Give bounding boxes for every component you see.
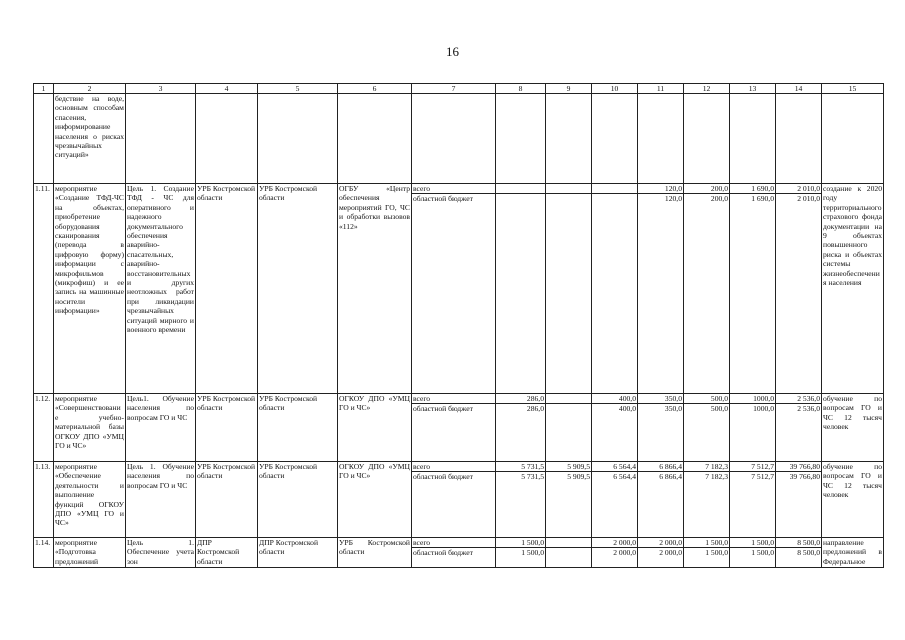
row-number: 1.12. (34, 394, 54, 462)
col-header: 10 (592, 84, 638, 94)
amount-cell: 6 564,4 6 564,4 (592, 462, 638, 538)
col-header: 9 (546, 84, 592, 94)
col-header: 14 (776, 84, 822, 94)
participant: ОГБУ «Центр обеспечения мероприятий ГО, ЧС и обработки вызовов «112» (338, 184, 412, 394)
funding-source (412, 184, 496, 394)
activity-name: мероприятие «Подготовка предложений (54, 538, 126, 568)
activity-name: мероприятие «Создание ТФД-ЧС на объектах, приобретение оборудования сканирования (перевода в цифровую форму) информации с микрофильмов (микрофиш) и ее запись на машинные носители информации» (54, 184, 126, 394)
expected-result: создание к 2020 году территориального страхового фонда документации на 9 объектах повышенного риска и объектах системы жизнеобеспечения населения (822, 184, 884, 394)
col-header: 13 (730, 84, 776, 94)
expected-result: обучение по вопросам ГО и ЧС 12 тысяч человек (822, 394, 884, 462)
co-executor: УРБ Костромской области (258, 394, 338, 462)
amount-cell: 2 000,0 2 000,0 (592, 538, 638, 568)
amount-cell: 1 690,0 1 690,0 (730, 184, 776, 394)
amount-cell: 2 000,0 2 000,0 (638, 538, 684, 568)
funding-source (412, 462, 496, 538)
amount-cell: 1 500,0 1 500,0 (496, 538, 546, 568)
col-header: 11 (638, 84, 684, 94)
amount-cell: 120,0 120,0 (638, 184, 684, 394)
col-header: 15 (822, 84, 884, 94)
col-header: 6 (338, 84, 412, 94)
amount-cell: 200,0 200,0 (684, 184, 730, 394)
funding-source (412, 538, 496, 568)
source-regional: областной бюджет (413, 548, 473, 558)
amount-cell: 6 866,4 6 866,4 (638, 462, 684, 538)
source-total: всего (412, 184, 495, 194)
amount-cell: 1000,0 1000,0 (730, 394, 776, 462)
col-header: 2 (54, 84, 126, 94)
source-regional: областной бюджет (413, 404, 473, 414)
page-number: 16 (446, 44, 459, 59)
amount-cell: 400,0 400,0 (592, 394, 638, 462)
expected-result: обучение по вопросам ГО и ЧС 12 тысяч человек (822, 462, 884, 538)
header-row (34, 84, 884, 94)
expected-result: направление предложений в Федеральное (823, 538, 882, 566)
amount-cell: 500,0 500,0 (684, 394, 730, 462)
participant: ОГКОУ ДПО «УМЦ ГО и ЧС» (338, 462, 412, 538)
table-row (34, 462, 884, 538)
amount-cell: 8 500,0 8 500,0 (776, 538, 822, 568)
row-number: 1.13. (34, 462, 54, 538)
amount-cell: 1 500,0 1 500,0 (730, 538, 776, 568)
goal: Цель 1. Создание ТФД - ЧС для оперативного и надежного документального обеспечения аварийно-спасательных, аварийно-восстановительных и других неотложных работ при ликвидации чрезвычайных ситуаций мирного и военного времени (126, 184, 196, 394)
col-header: 1 (34, 84, 54, 94)
amount-cell (592, 184, 638, 394)
executor: УРБ Костромской области (196, 184, 258, 394)
amount-cell: 7 182,3 7 182,3 (684, 462, 730, 538)
amount-cell: 5 731,5 5 731,5 (496, 462, 546, 538)
table-row (34, 394, 884, 462)
source-regional: областной бюджет (413, 194, 473, 204)
activity-name: мероприятие «Совершенствование учебно-материальной базы ОГКОУ ДПО «УМЦ ГО и ЧС» (54, 394, 126, 462)
col-header: 12 (684, 84, 730, 94)
activity-name: бедствие на воде, основным способам спасения, информирование населения о рисках чрезвычайных ситуаций» (54, 94, 126, 184)
source-regional: областной бюджет (413, 472, 473, 482)
program-table (33, 83, 884, 568)
amount-cell: 2 010,0 2 010,0 (776, 184, 822, 394)
participant: ОГКОУ ДПО «УМЦ ГО и ЧС» (338, 394, 412, 462)
co-executor: УРБ Костромской области (258, 462, 338, 538)
source-total: всего (412, 462, 495, 472)
table-row (34, 184, 884, 394)
row-number (34, 94, 54, 184)
col-header: 4 (196, 84, 258, 94)
executor: ДПР Костромской области (196, 538, 258, 568)
amount-cell: 1 500,0 1 500,0 (684, 538, 730, 568)
executor: УРБ Костромской области (196, 394, 258, 462)
source-total: всего (412, 538, 495, 548)
amount-cell (496, 184, 546, 394)
source-total: всего (412, 394, 495, 404)
co-executor: ДПР Костромской области (258, 538, 338, 568)
funding-source (412, 394, 496, 462)
amount-cell: 350,0 350,0 (638, 394, 684, 462)
amount-cell (546, 394, 592, 462)
amount-cell (546, 184, 592, 394)
table-row (34, 538, 884, 568)
row-number: 1.14. (34, 538, 54, 568)
activity-name: мероприятие «Обеспечение деятельности и выполнение функций ОГКОУ ДПО «УМЦ ГО и ЧС» (54, 462, 126, 538)
col-header: 7 (412, 84, 496, 94)
amount-cell (546, 538, 592, 568)
amount-cell: 2 536,0 2 536,0 (776, 394, 822, 462)
participant: УРБ Костромской области (338, 538, 412, 568)
amount-cell: 7 512,7 7 512,7 (730, 462, 776, 538)
amount-cell: 286,0 286,0 (496, 394, 546, 462)
row-number: 1.11. (34, 184, 54, 394)
col-header: 5 (258, 84, 338, 94)
goal: Цель1. Обучение населения по вопросам ГО и ЧС (126, 394, 196, 462)
col-header: 8 (496, 84, 546, 94)
table-row (34, 94, 884, 184)
amount-cell: 39 766,80 39 766,80 (776, 462, 822, 538)
goal: Цель 1. Обеспечение учета зон (127, 538, 194, 566)
executor: УРБ Костромской области (196, 462, 258, 538)
co-executor: УРБ Костромской области (258, 184, 338, 394)
amount-cell: 5 909,5 5 909,5 (546, 462, 592, 538)
goal: Цель 1. Обучение населения по вопросам ГО и ЧС (126, 462, 196, 538)
col-header: 3 (126, 84, 196, 94)
